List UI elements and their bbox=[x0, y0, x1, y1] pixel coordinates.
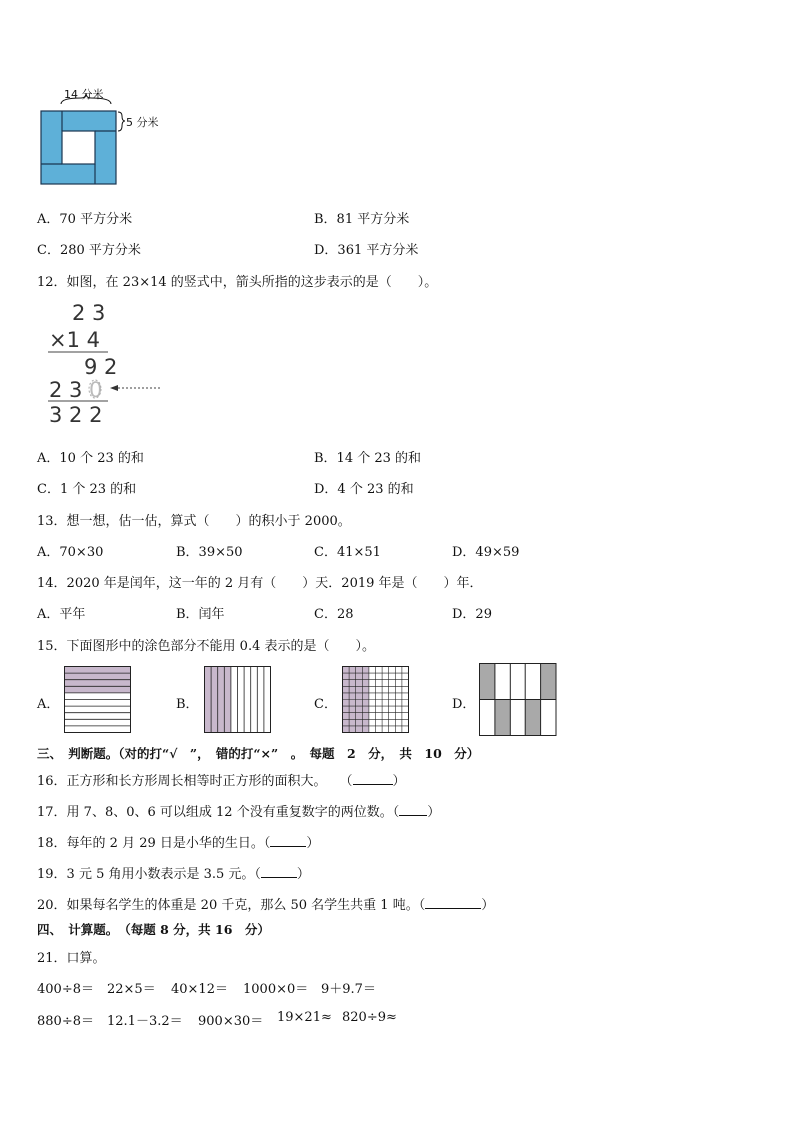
calc-row4: 2 3 bbox=[49, 378, 83, 402]
q13-option-d[interactable]: D．49×59 bbox=[452, 545, 520, 560]
q11-option-b[interactable]: B．81 平方分米 bbox=[314, 212, 410, 227]
q14-option-c[interactable]: C．28 bbox=[314, 607, 354, 622]
section4-heading: 四、 计算题。 （每题 8 分，共 16 分） bbox=[37, 922, 270, 937]
q17-answer-blank[interactable] bbox=[399, 803, 427, 816]
q15-label-a[interactable]: A． bbox=[37, 697, 60, 712]
q14-option-d[interactable]: D．29 bbox=[452, 607, 492, 622]
q18-answer-blank[interactable] bbox=[270, 834, 306, 847]
calc-row-1-item-3[interactable]: 40×12＝ bbox=[171, 982, 228, 997]
q14-stem: 14．2020 年是闰年，这一年的 2 月有（ ）天．2019 年是（ ）年． bbox=[37, 576, 483, 591]
calc-row4-circled: 0 bbox=[89, 378, 103, 402]
q12-option-a[interactable]: A．10 个 23 的和 bbox=[37, 451, 144, 466]
calc-row-1-item-1[interactable]: 400÷8＝ bbox=[37, 982, 94, 997]
q12-option-d[interactable]: D．4 个 23 的和 bbox=[314, 482, 414, 497]
q11-frame-figure bbox=[36, 86, 166, 188]
q15-figure-d[interactable] bbox=[479, 663, 559, 737]
q13-option-b[interactable]: B．39×50 bbox=[176, 545, 243, 560]
q12-stem: 12．如图，在 23×14 的竖式中，箭头所指的这步表示的是（ ）。 bbox=[37, 275, 438, 290]
q12-vertical-calc bbox=[44, 300, 170, 428]
calc-row-1-item-5[interactable]: 9＋9.7＝ bbox=[321, 982, 376, 997]
q16-item: 16．正方形和长方形周长相等时正方形的面积大。 （ ） bbox=[37, 774, 406, 789]
q19-answer-blank[interactable] bbox=[261, 865, 297, 878]
calc-row-2-item-5[interactable]: 820÷9≈ bbox=[342, 1010, 397, 1025]
section3-heading: 三、 判断题。（对的打“√ ”， 错的打“×” 。 每题 2 分， 共 10 分） bbox=[37, 746, 480, 761]
q19-item: 19．3 元 5 角用小数表示是 3.5 元。（ ） bbox=[37, 867, 310, 882]
calc-row-1-item-2[interactable]: 22×5＝ bbox=[107, 982, 156, 997]
q14-option-b[interactable]: B．闰年 bbox=[176, 607, 225, 622]
calc-row1: 2 3 bbox=[72, 301, 106, 325]
q11-option-a[interactable]: A．70 平方分米 bbox=[37, 212, 133, 227]
q18-text: 18．每年的 2 月 29 日是小华的生日。（ bbox=[37, 836, 271, 851]
q13-option-c[interactable]: C．41×51 bbox=[314, 545, 381, 560]
q14-option-a[interactable]: A．平年 bbox=[37, 607, 86, 622]
q11-option-d[interactable]: D．361 平方分米 bbox=[314, 243, 419, 258]
q12-option-c[interactable]: C．1 个 23 的和 bbox=[37, 482, 137, 497]
q15-label-d[interactable]: D． bbox=[452, 697, 476, 712]
calc-row5: 3 2 2 bbox=[49, 403, 103, 427]
calc-row-2-item-4[interactable]: 19×21≈ bbox=[277, 1010, 332, 1025]
q15-figure-b[interactable] bbox=[204, 666, 272, 734]
calc-row-1-item-4[interactable]: 1000×0＝ bbox=[243, 982, 309, 997]
calc-row3: 9 2 bbox=[84, 355, 118, 379]
q13-stem: 13．想一想，估一估，算式（ ）的积小于 2000。 bbox=[37, 514, 351, 529]
q16-answer-blank[interactable] bbox=[353, 772, 393, 785]
q15-label-b[interactable]: B． bbox=[176, 697, 199, 712]
q13-option-a[interactable]: A．70×30 bbox=[37, 545, 104, 560]
calc-row2: ×1 4 bbox=[49, 328, 100, 352]
q17-text: 17．用 7、8、0、6 可以组成 12 个没有重复数字的两位数。（ bbox=[37, 805, 400, 820]
q16-text: 16．正方形和长方形周长相等时正方形的面积大。 （ bbox=[37, 774, 353, 789]
q20-answer-blank[interactable] bbox=[425, 896, 481, 909]
q19-text: 19．3 元 5 角用小数表示是 3.5 元。（ bbox=[37, 867, 261, 882]
q11-side-label: 5 分米 bbox=[126, 116, 159, 129]
calc-row-2-item-1[interactable]: 880÷8＝ bbox=[37, 1014, 94, 1029]
q11-width-label: 14 分米 bbox=[64, 88, 104, 101]
q20-text: 20．如果每名学生的体重是 20 千克，那么 50 名学生共重 1 吨。（ bbox=[37, 898, 426, 913]
q15-figure-c[interactable] bbox=[342, 666, 410, 734]
calc-row-2-item-2[interactable]: 12.1－3.2＝ bbox=[107, 1014, 183, 1029]
q15-stem: 15．下面图形中的涂色部分不能用 0.4 表示的是（ ）。 bbox=[37, 639, 375, 654]
q12-option-b[interactable]: B．14 个 23 的和 bbox=[314, 451, 422, 466]
q20-item: 20．如果每名学生的体重是 20 千克，那么 50 名学生共重 1 吨。（ ） bbox=[37, 898, 495, 913]
calc-row-2-item-3[interactable]: 900×30＝ bbox=[198, 1014, 264, 1029]
q15-figure-a[interactable] bbox=[64, 666, 132, 734]
q17-item: 17．用 7、8、0、6 可以组成 12 个没有重复数字的两位数。（ ） bbox=[37, 805, 441, 820]
q11-option-c[interactable]: C．280 平方分米 bbox=[37, 243, 141, 258]
q21-stem: 21．口算。 bbox=[37, 951, 106, 966]
q18-item: 18．每年的 2 月 29 日是小华的生日。（ ） bbox=[37, 836, 320, 851]
q15-label-c[interactable]: C． bbox=[314, 697, 337, 712]
